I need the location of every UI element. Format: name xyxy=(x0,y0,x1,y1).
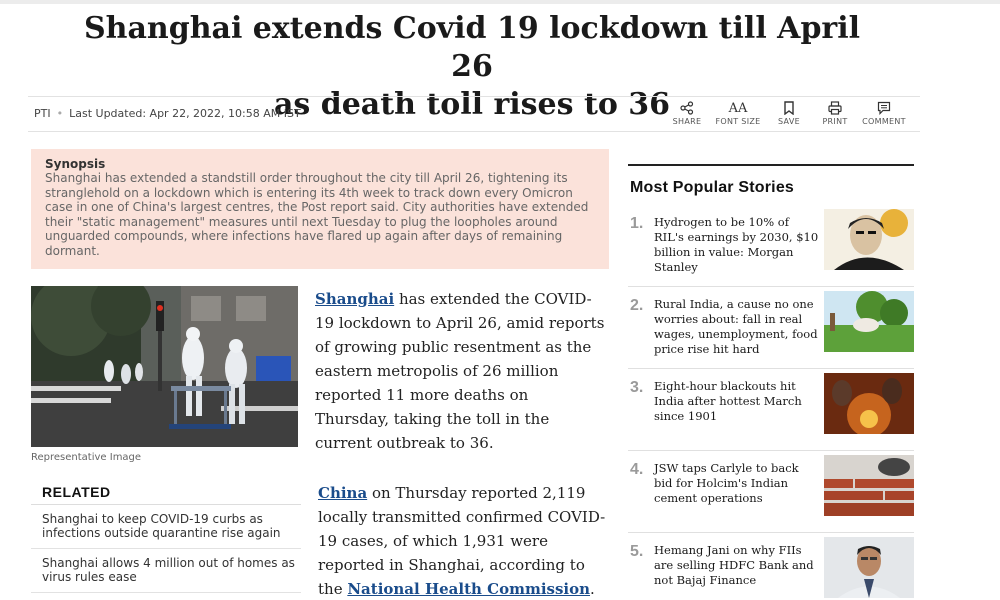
comment-button[interactable] xyxy=(858,101,910,126)
synopsis-text: Shanghai has extended a standstill order throughout the city till April 26, tightening its stranglehold on a lockdown which is entering its 4th week to track down every Omicron case in one of China's largest centres, the Post report said. City authorities have extended their "static management" measures until next Tuesday to plug the loopholes around unguarded compounds, where infections have flared up again after days of remaining dormant. xyxy=(45,171,589,258)
top-border xyxy=(0,0,1000,4)
popular-story[interactable] xyxy=(628,205,914,287)
comment-label: COMMENT xyxy=(862,117,906,126)
china-link[interactable]: China xyxy=(318,484,368,502)
national-health-commission-link[interactable]: National Health Commission xyxy=(347,580,591,598)
print-button[interactable] xyxy=(812,101,858,126)
related-title: RELATED xyxy=(31,480,301,505)
last-updated: Last Updated: Apr 22, 2022, 10:58 AM IST xyxy=(69,107,301,120)
story-number: 5. xyxy=(630,543,644,560)
article-toolbar xyxy=(664,101,910,126)
article-paragraph-1 xyxy=(315,287,607,455)
related-item[interactable]: Shanghai allows 4 million out of homes as virus rules ease xyxy=(31,549,301,593)
synopsis-box xyxy=(31,149,609,269)
story-number: 3. xyxy=(630,379,644,396)
story-number: 2. xyxy=(630,297,644,314)
popular-story[interactable] xyxy=(628,369,914,451)
headline-line-2: as death toll rises to 36 xyxy=(273,87,671,122)
story-thumbnail xyxy=(824,455,914,516)
story-thumbnail xyxy=(824,537,914,598)
popular-story[interactable] xyxy=(628,533,914,600)
byline-meta xyxy=(34,107,301,120)
most-popular-section xyxy=(628,164,914,600)
photo-caption: Representative Image xyxy=(31,452,142,463)
paragraph-1-text: has extended the COVID-19 lockdown to April 26, amid reports of growing public resentment as the eastern metropolis of 26 million reported 11 more deaths on Thursday, taking the toll in the current outbreak to 36. xyxy=(315,290,605,452)
article-paragraph-2 xyxy=(318,481,610,600)
story-headline: Hydrogen to be 10% of RIL's earnings by 2030, $10 billion in value: Morgan Stanley xyxy=(654,215,819,274)
share-label: SHARE xyxy=(672,117,702,126)
comment-icon xyxy=(858,101,910,117)
save-label: SAVE xyxy=(778,117,800,126)
story-number: 1. xyxy=(630,215,644,232)
story-headline: Eight-hour blackouts hit India after hottest March since 1901 xyxy=(654,379,802,423)
popular-story[interactable] xyxy=(628,451,914,533)
headline-line-1: Shanghai extends Covid 19 lockdown till April 26 xyxy=(83,11,861,84)
story-headline: Hemang Jani on why FIIs are selling HDFC Bank and not Bajaj Finance xyxy=(654,543,814,587)
story-thumbnail xyxy=(824,291,914,352)
source-label: PTI xyxy=(34,107,51,120)
related-section xyxy=(31,480,301,593)
shanghai-link[interactable]: Shanghai xyxy=(315,290,395,308)
print-label: PRINT xyxy=(822,117,848,126)
story-headline: JSW taps Carlyle to back bid for Holcim's Indian cement operations xyxy=(654,461,799,505)
most-popular-title: Most Popular Stories xyxy=(630,179,795,196)
printer-icon xyxy=(812,101,858,117)
bookmark-icon xyxy=(766,101,812,117)
separator-dot: • xyxy=(56,107,64,120)
font-size-icon: AA xyxy=(728,101,748,116)
font-size-label: FONT SIZE xyxy=(715,117,761,126)
story-number: 4. xyxy=(630,461,644,478)
story-thumbnail xyxy=(824,209,914,270)
save-button[interactable] xyxy=(766,101,812,126)
synopsis-title: Synopsis xyxy=(45,157,106,171)
street-scene-image xyxy=(31,286,298,447)
share-icon xyxy=(664,101,710,117)
story-headline: Rural India, a cause no one worries about: fall in real wages, unemployment, food price rise hit hard xyxy=(654,297,818,356)
paragraph-2-end: . xyxy=(590,580,595,598)
font-size-button[interactable] xyxy=(710,101,766,126)
byline-bar xyxy=(28,96,920,132)
article-photo xyxy=(31,286,298,447)
popular-story[interactable] xyxy=(628,287,914,369)
paragraph-2-text: on Thursday reported 2,119 locally transmitted confirmed COVID-19 cases, of which 1,931 were reported in Shanghai, according to the xyxy=(318,484,606,598)
related-item[interactable]: Shanghai to keep COVID-19 curbs as infections outside quarantine rise again xyxy=(31,505,301,549)
story-thumbnail xyxy=(824,373,914,434)
share-button[interactable] xyxy=(664,101,710,126)
